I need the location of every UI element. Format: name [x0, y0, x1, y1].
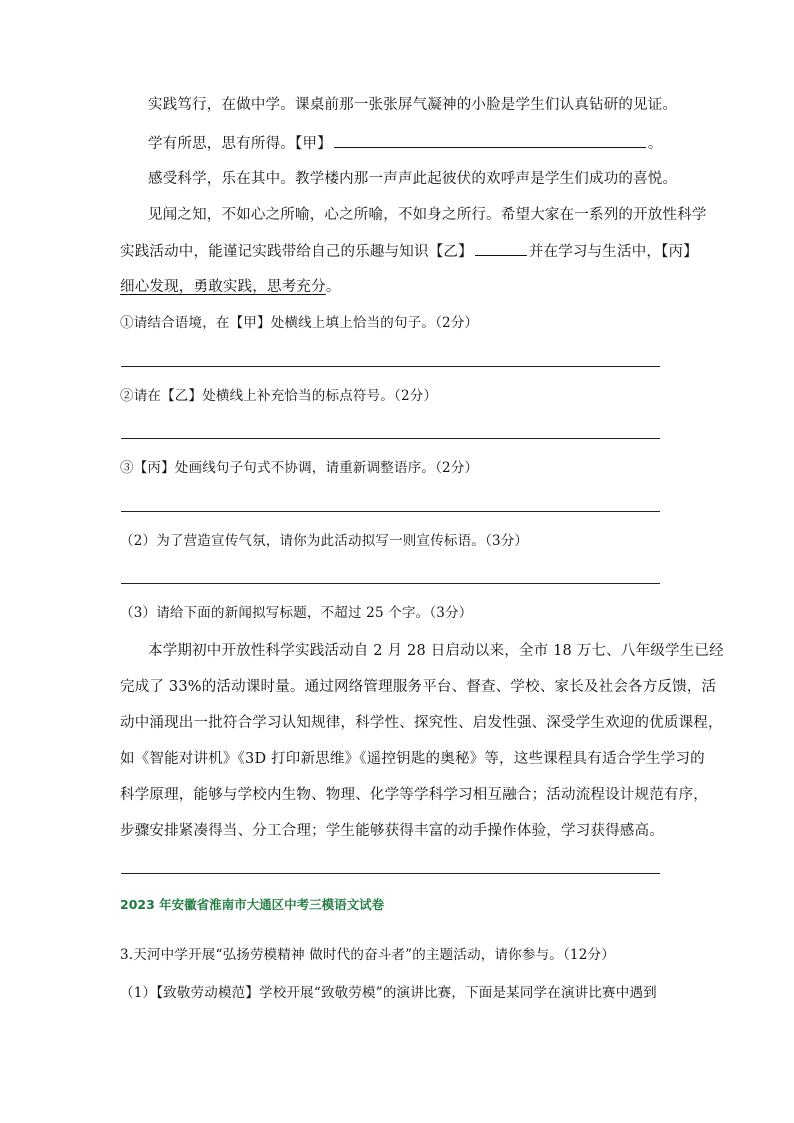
passage-paragraph-2-text: 学有所思，思有所得。【甲】	[148, 136, 332, 152]
underlined-sentence-bing: 细心发现，勇敢实践，思考充分	[120, 279, 326, 295]
exam-section-title: 2023 年安徽省淮南市大通区中考三模语文试卷	[120, 897, 385, 912]
blank-yi[interactable]	[475, 241, 527, 256]
question-3: ③【丙】处画线句子句式不协调，请重新调整语序。（2分）	[120, 460, 479, 476]
answer-line-4[interactable]	[121, 583, 660, 584]
question-3-intro: 3.天河中学开展“弘扬劳模精神 做时代的奋斗者”的主题活动，请你参与。（12分）	[120, 947, 615, 963]
news-line-4: 如《智能对讲机》《3D 打印新思维》《遥控钥匙的奥秘》等，这些课程具有适合学生学习的	[120, 751, 705, 767]
passage-paragraph-4-line-3-end: 。	[325, 279, 341, 295]
answer-line-1[interactable]	[121, 366, 660, 367]
news-line-5: 科学原理，能够与学校内生物、物理、化学等学科学习相互融合；活动流程设计规范有序，	[120, 787, 708, 803]
passage-paragraph-1: 实践笃行，在做中学。课桌前那一张张屏气凝神的小脸是学生们认真钻研的见证。	[148, 97, 678, 113]
news-line-3: 动中涌现出一批符合学习认知规律，科学性、探究性、启发性强、深受学生欢迎的优质课程，	[120, 715, 723, 731]
passage-paragraph-3: 感受科学，乐在其中。教学楼内那一声声此起彼伏的欢呼声是学生们成功的喜悦。	[148, 171, 678, 187]
passage-paragraph-4-line-3	[120, 277, 680, 297]
blank-jia[interactable]	[334, 133, 646, 148]
passage-paragraph-2-end: 。	[647, 136, 663, 152]
question-2: ②请在【乙】处横线上补充恰当的标点符号。（2分）	[120, 388, 438, 404]
answer-line-2[interactable]	[121, 438, 660, 439]
question-5: （3）请给下面的新闻拟写标题，不超过 25 个字。（3分）	[120, 605, 473, 621]
answer-line-3[interactable]	[121, 511, 660, 512]
passage-paragraph-4-line-2	[120, 241, 698, 262]
news-line-6: 步骤安排紧凑得当、分工合理；学生能够获得丰富的动手操作体验，学习获得感高。	[120, 823, 664, 839]
news-line-2: 完成了 33%的活动课时量。通过网络管理服务平台、督查、学校、家长及社会各方反馈，活	[120, 679, 717, 695]
answer-line-5[interactable]	[121, 873, 660, 874]
question-3-part-1: （1）【致敬劳动模范】学校开展“致敬劳模”的演讲比赛，下面是某同学在演讲比赛中遇到	[120, 985, 657, 1001]
passage-paragraph-4-line-2-end: 并在学习与生活中，【丙】	[528, 244, 698, 260]
question-4: （2）为了营造宣传气氛，请你为此活动拟写一则宣传标语。（3分）	[120, 533, 529, 549]
passage-paragraph-4-line-1: 见闻之知，不如心之所喻，心之所喻，不如身之所行。希望大家在一系列的开放性科学	[148, 207, 707, 223]
passage-paragraph-2	[148, 133, 680, 154]
passage-paragraph-4-line-2-text: 实践活动中，能谨记实践带给自己的乐趣与知识【乙】	[120, 244, 473, 260]
question-1: ①请结合语境，在【甲】处横线上填上恰当的句子。（2分）	[120, 315, 479, 331]
news-line-1: 本学期初中开放性科学实践活动自 2 月 28 日启动以来，全市 18 万七、八年级学生已经	[148, 643, 724, 659]
